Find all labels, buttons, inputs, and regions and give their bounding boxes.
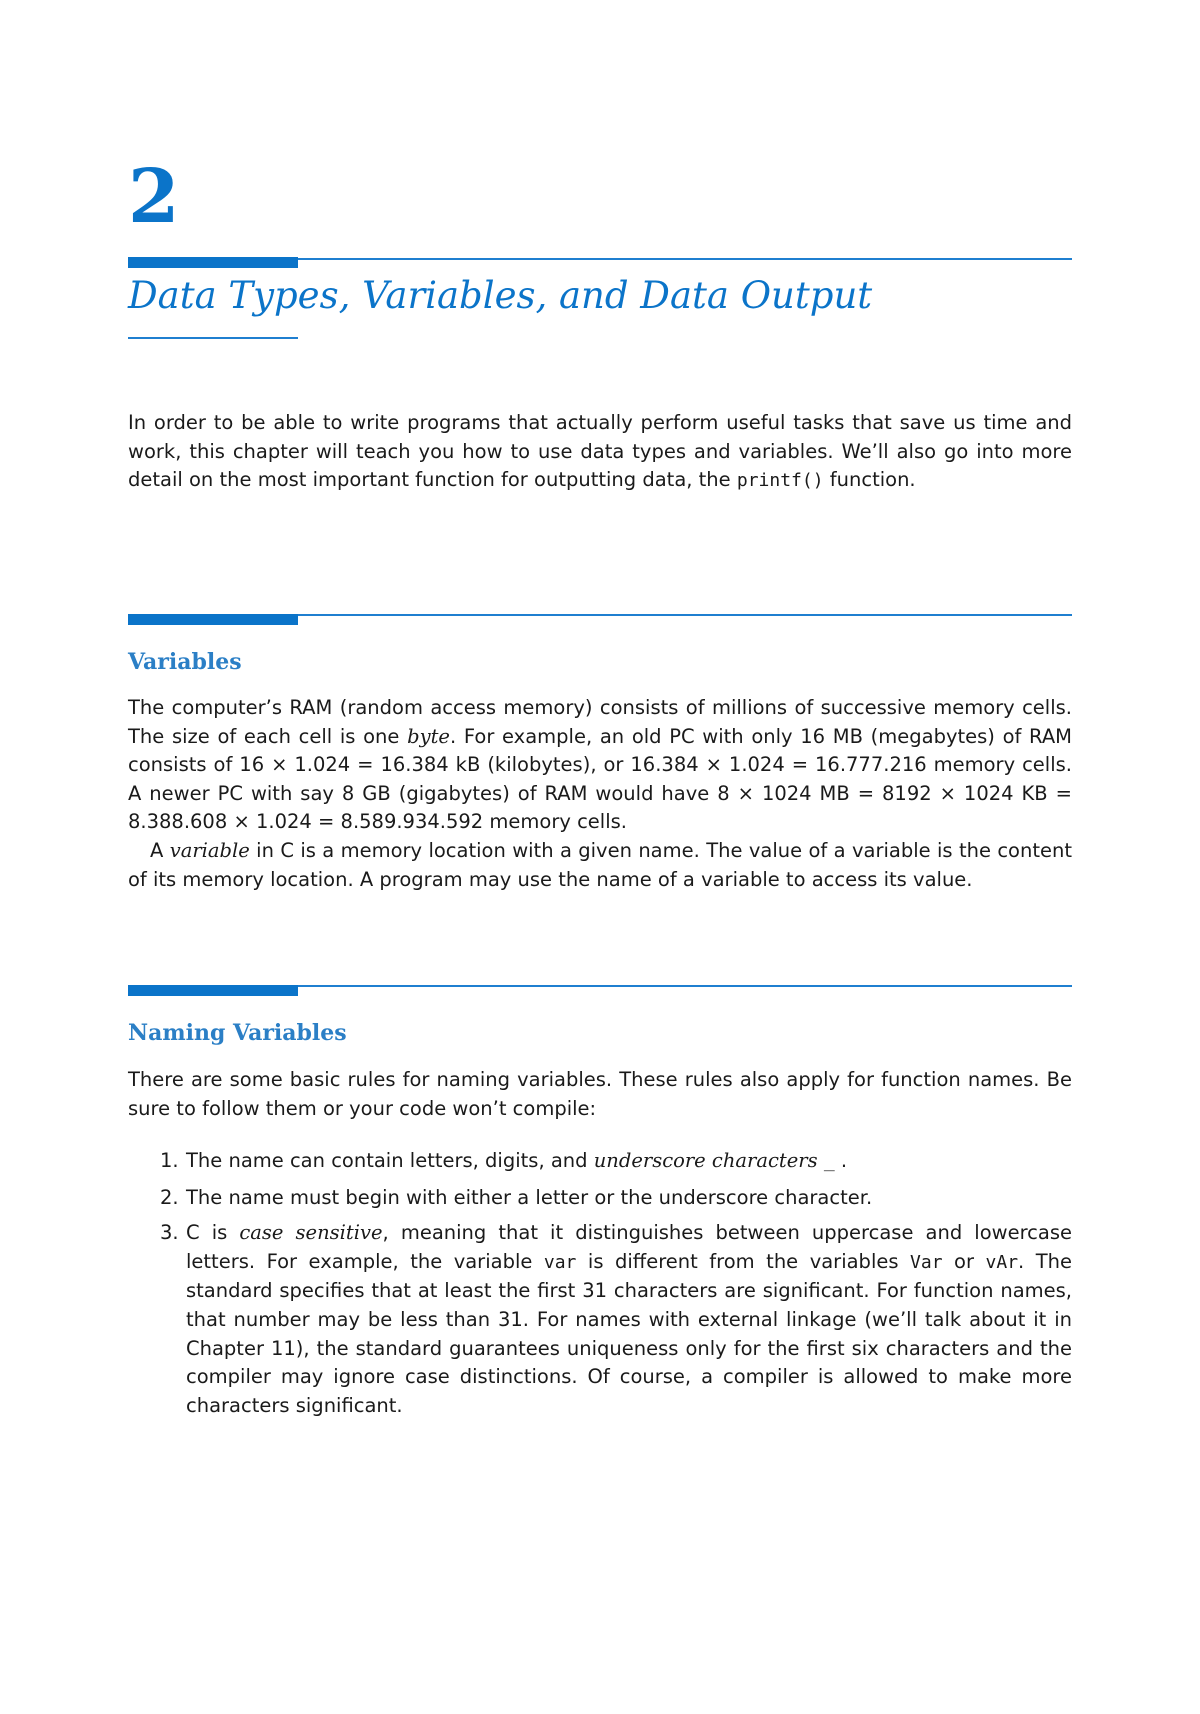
list-item (160, 1184, 1072, 1213)
naming-intro-paragraph (128, 1066, 1072, 1123)
list-item-code: _ (823, 1151, 835, 1172)
chapter-title: Data Types, Variables, and Data Output (128, 274, 873, 317)
list-item-text: C is (186, 1221, 240, 1245)
intro-text-2: function. (823, 468, 916, 492)
chapter-title-underline (128, 337, 298, 339)
list-item (160, 1147, 1072, 1177)
list-item-em: case sensitive (239, 1221, 383, 1245)
list-item (160, 1219, 1072, 1420)
naming-rules-list (160, 1147, 1072, 1427)
chapter-rule-thick (128, 257, 298, 268)
variables-p1-text-1: The computer’s RAM (random access memory) consists of millions of successive memory cells. The size of each cell is one (128, 696, 1072, 748)
section-rule-thin (298, 614, 1072, 616)
variables-p1-text-2: . For example, an old PC with only 16 MB (megabytes) of RAM consists of 16 × 1.024 = 16.384 kB (kilobytes), or 16.384 × 1.024 = 16.777.216 memory cells. A newer PC with say 8 GB (gigabytes) of RAM would have 8 × 1024 MB = 8192 × 1024 KB = 8.388.608 × 1.024 = 8.589.934.592 memory cells. (128, 724, 1072, 834)
list-item-text: or (942, 1249, 986, 1273)
list-item-text: . (840, 1149, 848, 1172)
list-item-code: Var (910, 1251, 943, 1273)
section-rule-thick-2 (128, 985, 298, 996)
section-heading-naming-variables: Naming Variables (128, 1020, 347, 1046)
list-item-text: The name can contain letters, digits, and (186, 1149, 594, 1172)
list-item-text: , meaning that it distinguishes between uppercase and lowercase letters. For example, the variable (186, 1221, 1073, 1273)
list-item-text: . The standard specifies that at least the first 31 characters are significant. For function names, that number may be less than 31. For names with external linkage (we’ll talk about it in Chapter 11), the standard guarantees uniqueness only for the first six characters and the compiler may ignore case distinctions. Of course, a compiler is allowed to make more characters significant. (186, 1249, 1073, 1417)
intro-text-1: In order to be able to write programs that actually perform useful tasks that save us time and work, this chapter will teach you how to use data types and variables. We’ll also go into more detail on the most important function for outputting data, the (128, 411, 1072, 492)
list-item-text: The name must begin with either a letter or the underscore character. (186, 1185, 873, 1209)
variables-p2-text-1: A (150, 838, 170, 862)
naming-intro-text: There are some basic rules for naming variables. These rules also apply for function names. Be sure to follow them or your code won’t compile: (128, 1068, 1072, 1120)
section-rule-thin-2 (298, 985, 1072, 987)
variables-p1-em: byte (407, 724, 450, 748)
list-item-number: 1. (160, 1149, 179, 1172)
section-rule-thick (128, 614, 298, 625)
variables-p2-em: variable (169, 838, 250, 862)
variables-p2-text-2: in C is a memory location with a given name. The value of a variable is the content of its memory location. A program may use the name of a variable to access its value. (128, 838, 1072, 891)
variables-body (128, 694, 1072, 894)
list-item-code: vAr (985, 1251, 1019, 1273)
section-heading-variables: Variables (128, 649, 242, 675)
list-item-number: 2. (160, 1185, 179, 1209)
list-item-number: 3. (160, 1221, 179, 1245)
list-item-text: is different from the variables (576, 1249, 911, 1273)
list-item-code: var (543, 1251, 577, 1273)
intro-paragraph (128, 409, 1072, 496)
chapter-rule-thin (298, 258, 1072, 260)
chapter-number: 2 (128, 154, 180, 240)
list-item-em: underscore characters (593, 1149, 818, 1172)
intro-code: printf() (736, 470, 824, 492)
